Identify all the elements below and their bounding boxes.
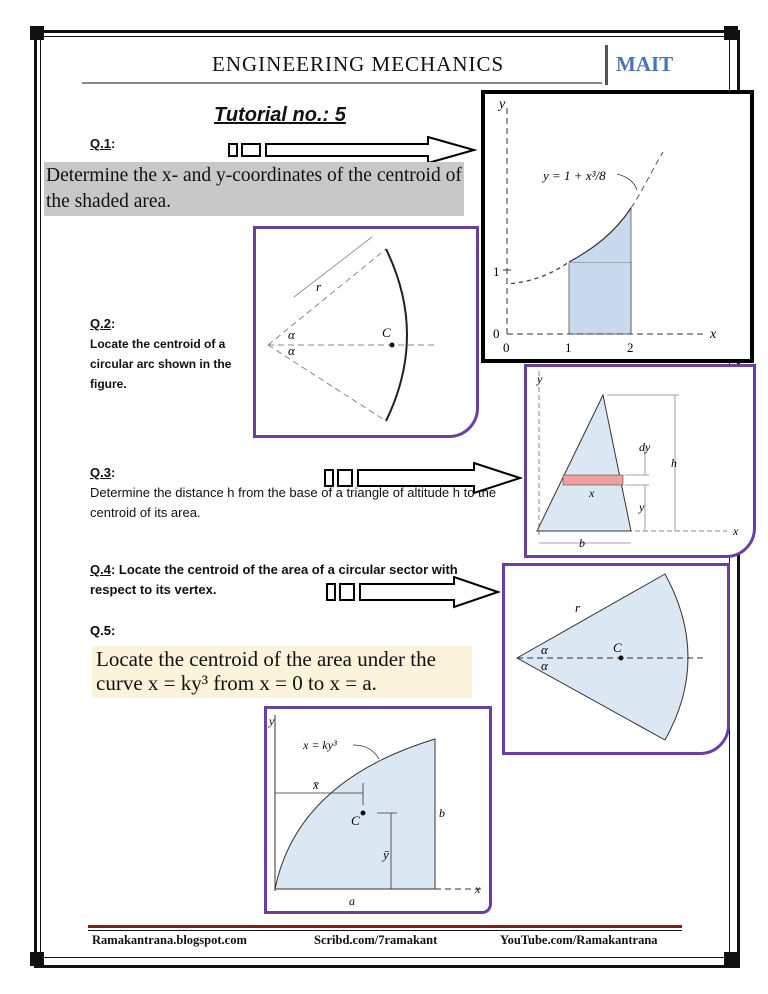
brand-label: MAIT	[616, 52, 674, 76]
fig5-y-axis-label: y	[269, 714, 275, 728]
footer-blog-link[interactable]: Ramakantrana.blogspot.com	[92, 933, 247, 947]
corner-ornament	[30, 952, 44, 966]
arrow-q3	[324, 462, 524, 498]
q2-label: Q.2	[90, 316, 111, 331]
corner-ornament	[724, 26, 738, 40]
q3-block: Q.3: Determine the distance h from the base of a triangle of altitude h to the centroid of its area.	[90, 465, 497, 520]
q4-label: Q.4	[90, 562, 111, 577]
footer-divider-thin	[88, 930, 682, 931]
fig2-c-label: C	[382, 325, 391, 340]
fig1-equation: y = 1 + x³/8	[543, 168, 606, 183]
fig2-alpha-top: α	[288, 327, 295, 342]
q5-heading: Q.5:	[90, 623, 116, 638]
figure-q1	[481, 90, 754, 363]
footer-divider	[88, 925, 682, 928]
fig1-tick-1y: 1	[493, 264, 500, 279]
footer-youtube-link[interactable]: YouTube.com/Ramakantrana	[500, 933, 658, 947]
q4-block: Q.4: Locate the centroid of the area of a circular sector with respect to its vertex.	[90, 562, 458, 597]
figure-q2	[253, 226, 479, 438]
q5-text: Locate the centroid of the area under the curve x = ky³ from x = 0 to x = a.	[96, 647, 436, 695]
q2-block: Q.2: Locate the centroid of a circular arc shown in the figure.	[90, 316, 232, 391]
fig1-tick-2x: 2	[627, 340, 634, 355]
fig5-x-axis-label: x	[475, 882, 481, 896]
figure-q3	[524, 364, 756, 558]
fig4-c-label: C	[613, 640, 622, 655]
footer-scribd-link[interactable]: Scribd.com/7ramakant	[314, 933, 438, 947]
tutorial-title: Tutorial no.: 5	[214, 104, 346, 126]
fig5-c-label: C	[351, 813, 360, 828]
fig1-y-axis-label: y	[499, 97, 506, 112]
page-title: ENGINEERING MECHANICS	[212, 52, 505, 76]
fig4-r-label: r	[575, 600, 581, 615]
fig4-alpha-top: α	[541, 642, 548, 657]
arrow-q4	[326, 576, 502, 612]
q1-label: Q.1	[90, 136, 111, 151]
fig3-x-axis-label: x	[733, 524, 739, 538]
fig1-x-axis-label: x	[710, 327, 717, 342]
fig2-alpha-bottom: α	[288, 343, 295, 358]
fig4-alpha-bottom: α	[541, 658, 548, 673]
fig5-xbar-label: x̄	[313, 777, 319, 792]
q2-text: Locate the centroid of a circular arc shown in the figure.	[90, 337, 232, 391]
fig3-strip-y-label: y	[639, 500, 645, 514]
fig5-b-label: b	[439, 806, 445, 820]
q1-text: Determine the x- and y-coordinates of the centroid of the shaded area.	[46, 165, 462, 212]
q3-text: Determine the distance h from the base of a triangle of altitude h to the centroid of its area.	[90, 485, 497, 520]
fig3-strip-x-label: x	[589, 486, 595, 500]
fig3-y-axis-label: y	[537, 372, 543, 386]
q5-label: Q.5	[90, 623, 111, 638]
figure-q4	[502, 563, 730, 755]
fig1-tick-1x: 1	[565, 340, 572, 355]
fig1-tick-0x: 0	[503, 340, 510, 355]
fig5-a-label: a	[349, 894, 355, 908]
fig3-b-label: b	[579, 536, 585, 550]
fig3-dy-label: dy	[639, 440, 651, 454]
fig1-tick-0y: 0	[493, 326, 500, 341]
header-divider	[82, 82, 602, 84]
q1-heading: Q.1:	[90, 136, 116, 151]
fig5-equation: x = ky³	[303, 738, 337, 752]
fig3-h-label: h	[671, 456, 677, 470]
corner-ornament	[724, 952, 738, 966]
q4-text: Locate the centroid of the area of a circular sector with respect to its vertex.	[90, 562, 458, 597]
figure-q5	[264, 706, 492, 914]
q3-label: Q.3	[90, 465, 111, 480]
corner-ornament	[30, 26, 44, 40]
header-separator	[605, 45, 608, 85]
fig5-ybar-label: ȳ	[383, 847, 389, 862]
fig2-r-label: r	[316, 279, 322, 294]
